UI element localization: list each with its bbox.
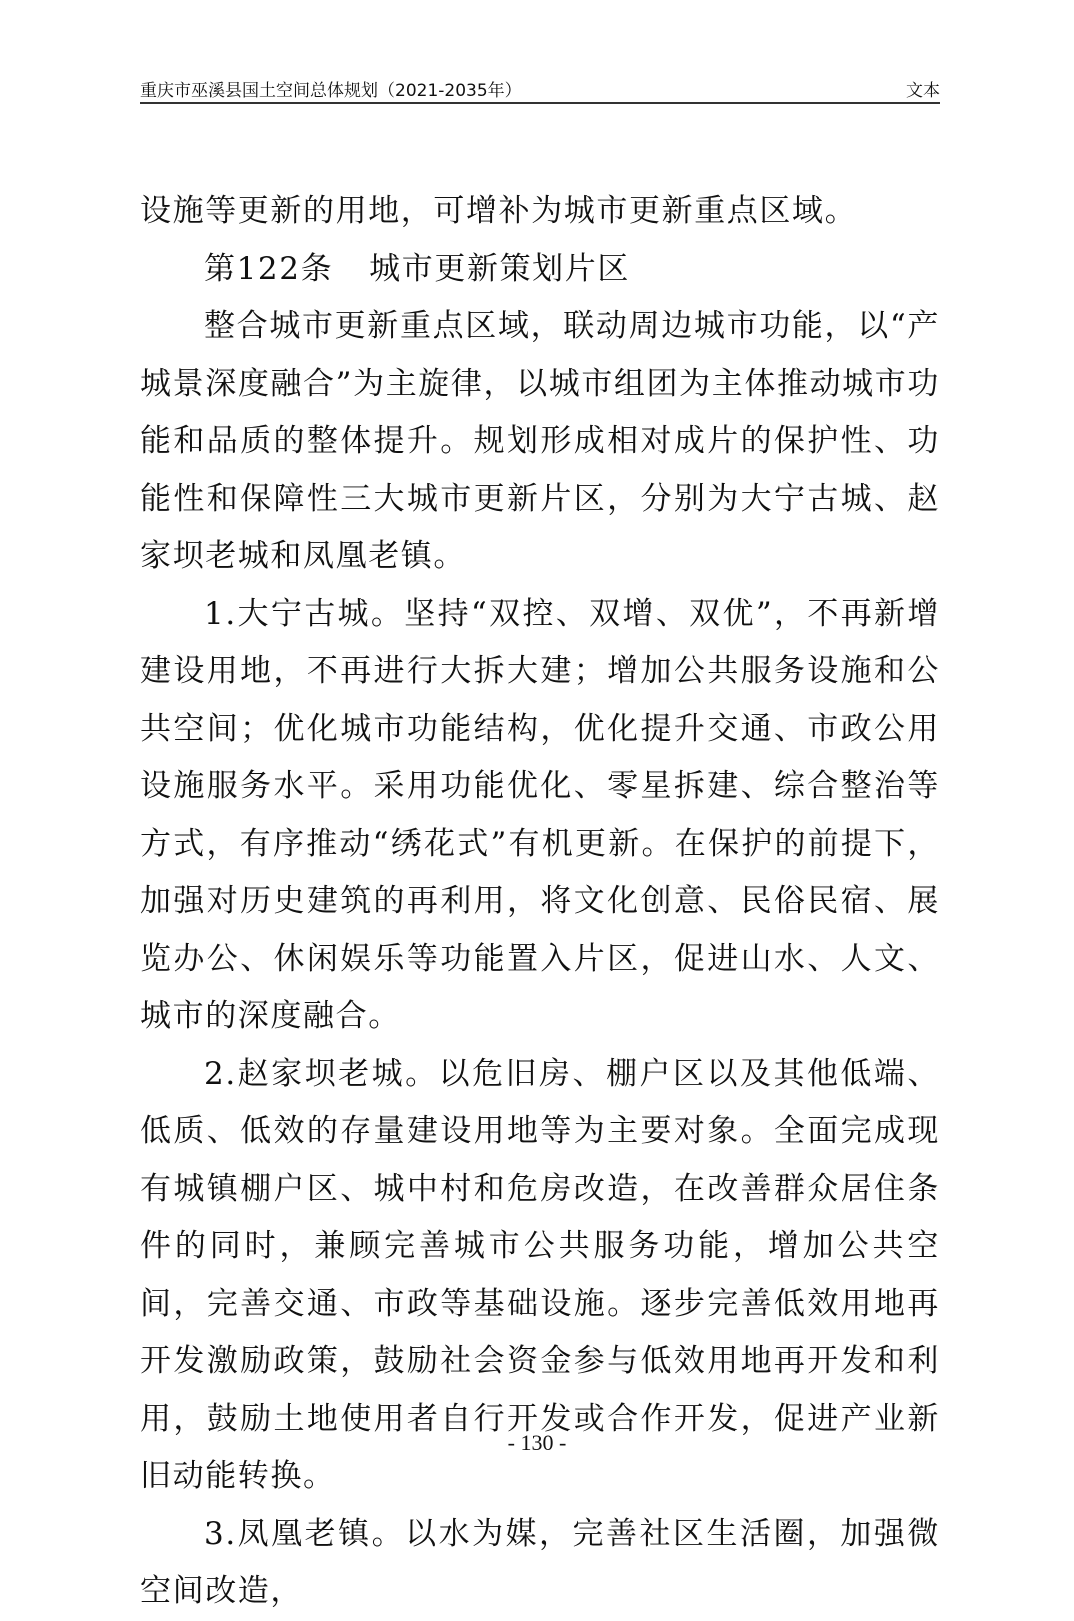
- document-type-label: 文本: [906, 81, 940, 101]
- article-heading: [140, 241, 940, 299]
- article-title: 城市更新策划片区: [369, 250, 630, 287]
- article-number: 第122条: [204, 250, 334, 287]
- paragraph-item-1: 1.大宁古城。坚持“双控、双增、双优”，不再新增建设用地，不再进行大拆大建；增加公共服务设施和公共空间；优化城市功能结构，优化提升交通、市政公用设施服务水平。采用功能优化、零星拆建、综合整治等方式，有序推动“绣花式”有机更新。在保护的前提下，加强对历史建筑的再利用，将文化创意、民俗民宿、展览办公、休闲娱乐等功能置入片区，促进山水、人文、城市的深度融合。: [140, 595, 940, 1034]
- paragraph-item-3: 3.凤凰老镇。以水为媒，完善社区生活圈，加强微空间改造，: [140, 1515, 940, 1609]
- document-title: 重庆市巫溪县国土空间总体规划（2021-2035年）: [140, 81, 522, 101]
- continuation-paragraph: 设施等更新的用地，可增补为城市更新重点区域。: [140, 193, 858, 229]
- page-number: - 130 -: [507, 1430, 567, 1455]
- main-text: [140, 183, 940, 1621]
- running-header: [140, 76, 940, 104]
- paragraph-intro: 整合城市更新重点区域，联动周边城市功能，以“产城景深度融合”为主旋律，以城市组团为主体推动城市功能和品质的整体提升。规划形成相对成片的保护性、功能性和保障性三大城市更新片区，分别为大宁古城、赵家坝老城和凤凰老镇。: [140, 308, 940, 574]
- paragraph-item-2: 2.赵家坝老城。以危旧房、棚户区以及其他低端、低质、低效的存量建设用地等为主要对象。全面完成现有城镇棚户区、城中村和危房改造，在改善群众居住条件的同时，兼顾完善城市公共服务功能，增加公共空间，完善交通、市政等基础设施。逐步完善低效用地再开发激励政策，鼓励社会资金参与低效用地再开发和利用，鼓励土地使用者自行开发或合作开发，促进产业新旧动能转换。: [140, 1055, 940, 1494]
